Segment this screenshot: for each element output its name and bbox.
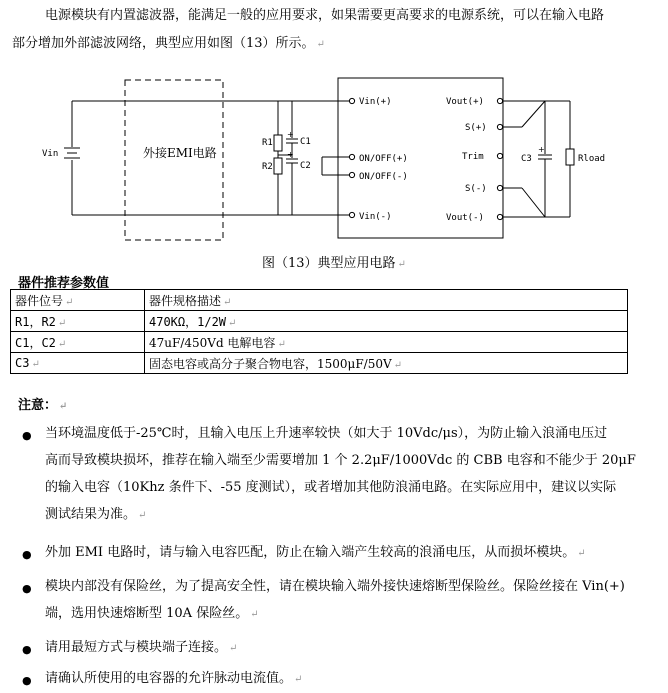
- note-item-4: 请用最短方式与模块端子连接。 ↵: [45, 640, 238, 655]
- c3-label: C3: [521, 154, 532, 164]
- pin-trim: Trim: [462, 152, 484, 162]
- table-cell: 47uF/450Vd 电解电容 ↵: [145, 332, 628, 353]
- bullet-icon: ●: [22, 643, 32, 656]
- c1-label: C1: [300, 137, 311, 147]
- pin-s-plus: S(+): [465, 123, 487, 133]
- note-item-3: 模块内部没有保险丝，为了提高安全性，请在模块输入端外接快速熔断型保险丝。保险丝接在 Vin(+) 端，选用快速熔断型 10A 保险丝。 ↵: [45, 579, 625, 621]
- pin-s-minus: S(-): [465, 184, 487, 194]
- emi-block-label: 外接EMI电路: [143, 146, 217, 160]
- note-item-2: 外加 EMI 电路时，请与输入电容匹配，防止在输入端产生较高的浪涌电压，从而损坏模块。 ↵: [45, 545, 586, 560]
- table-cell: 固态电容或高分子聚合物电容，1500μF/50V ↵: [145, 353, 628, 374]
- table-row: [11, 353, 628, 374]
- table-row: [11, 332, 628, 353]
- pin-onoff-plus: ON/OFF(+): [359, 154, 408, 164]
- bullet-icon: ●: [22, 674, 32, 687]
- paragraph-mark: ↵: [316, 39, 325, 50]
- spec-table: [10, 289, 628, 374]
- r1-label: R1: [262, 138, 273, 148]
- svg-text:+: +: [287, 130, 294, 139]
- table-cell: 470KΩ，1/2W ↵: [145, 311, 628, 332]
- table-header-row: [11, 290, 628, 311]
- table-header-cell: 器件规格描述 ↵: [145, 290, 628, 311]
- svg-text:+: +: [287, 150, 294, 159]
- table-row: [11, 311, 628, 332]
- load-label: Rload: [578, 154, 606, 164]
- r2-label: R2: [262, 162, 273, 172]
- note-item-1: 当环境温度低于-25℃时，且输入电压上升速率较快（如大于 10Vdc/μs），为防止输入浪涌电压过 高而导致模块损坏，推荐在输入端至少需要增加 1 个 2.2μF/1000Vdc 的 CBB 电容和不能少于 20μF 的输入电容（10Khz 条件下、-55 度测试），或者增加其他防浪涌电路。在实际应用中，建议以实际 测试结果为准。 ↵: [45, 426, 636, 522]
- pin-onoff-minus: ON/OFF(-): [359, 172, 408, 182]
- table-cell: C1，C2 ↵: [11, 332, 145, 353]
- pin-vin-minus: Vin(-): [359, 212, 392, 222]
- note-item-5: 请确认所使用的电容器的允许脉动电流值。 ↵: [45, 671, 303, 686]
- bullet-icon: ●: [22, 548, 32, 561]
- vin-source-label: Vin: [42, 149, 59, 159]
- table-header-cell: 器件位号 ↵: [11, 290, 145, 311]
- intro-line-1: 电源模块有内置滤波器，能满足一般的应用要求，如果需要更高要求的电源系统，可以在输入电路: [45, 8, 605, 23]
- pin-vout-minus: Vout(-): [446, 213, 484, 223]
- bullet-icon: ●: [22, 582, 32, 595]
- bullet-icon: ●: [22, 429, 32, 442]
- intro-line-2: 部分增加外部滤波网络，典型应用如图（13）所示。 ↵: [12, 36, 325, 51]
- circuit-diagram: [0, 70, 668, 260]
- notes-title: 注意： ↵: [18, 398, 68, 413]
- svg-text:+: +: [538, 145, 545, 154]
- paragraph-mark: ↵: [397, 259, 406, 270]
- c2-label: C2: [300, 161, 311, 171]
- diagram-caption: 图（13）典型应用电路 ↵: [262, 256, 406, 271]
- pin-vout-plus: Vout(+): [446, 97, 484, 107]
- pin-vin-plus: Vin(+): [359, 97, 392, 107]
- table-cell: R1，R2 ↵: [11, 311, 145, 332]
- table-cell: C3 ↵: [11, 353, 145, 374]
- table-title: 器件推荐参数值: [18, 276, 110, 291]
